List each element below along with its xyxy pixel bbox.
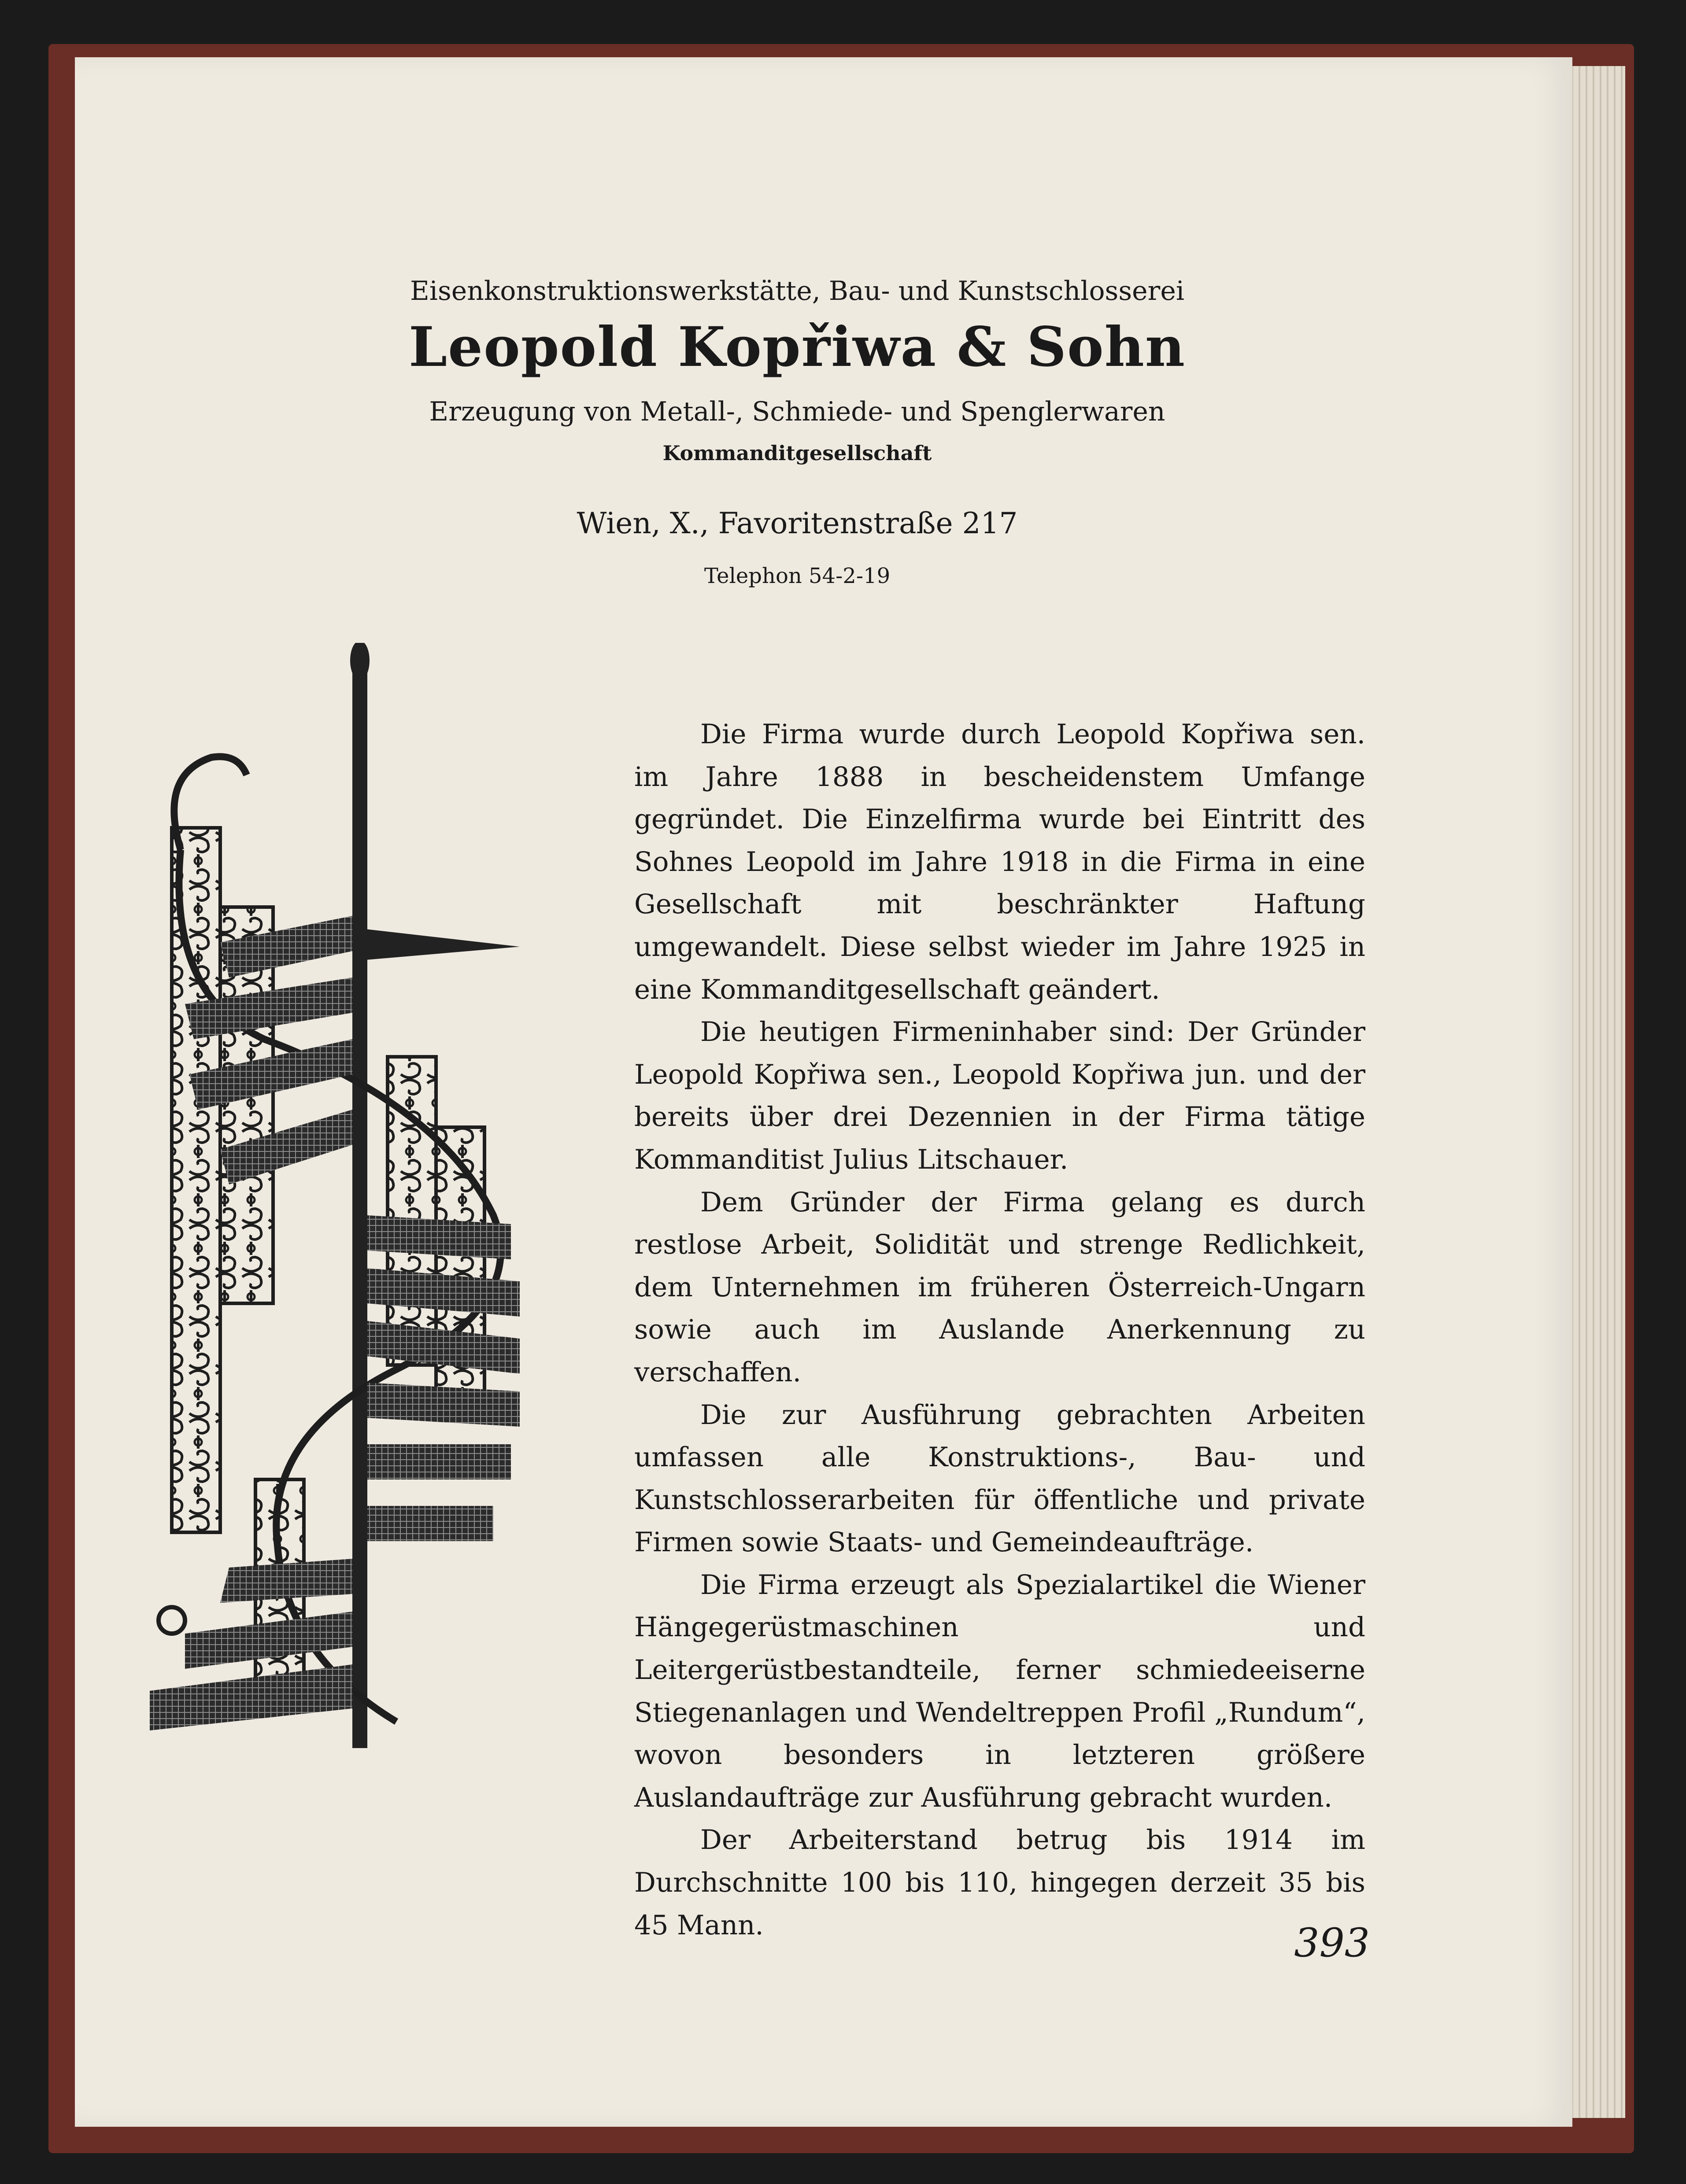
paragraph: Dem Gründer der Firma gelang es durch restlose Arbeit, Solidität und strenge Redlichkeit, dem Unternehmen im früheren Österreich-Ungarn sowie auch im Auslande Anerkennung zu verschaffen. — [634, 1186, 1365, 1388]
body-text — [634, 713, 1365, 1947]
legal-form: Kommanditgesellschaft — [662, 441, 932, 465]
paragraph: Die Firma erzeugt als Spezialartikel die Wiener Hängegerüstmaschinen und Leitergerüstbestandteile, ferner schmiedeeiserne Stiegenanlagen und Wendeltreppen Profil „Rundum“, wovon besonders in letzteren größere Auslandaufträge zur Ausführung gebracht wurden. — [634, 1569, 1365, 1813]
business-type: Eisenkonstruktionswerkstätte, Bau- und Kunstschlosserei — [410, 276, 1185, 306]
company-name: Leopold Kopřiwa & Sohn — [408, 315, 1186, 379]
address: Wien, X., Favoritenstraße 217 — [577, 506, 1018, 540]
paragraph: Die Firma wurde durch Leopold Kopřiwa sen. im Jahre 1888 in bescheidenstem Umfange gegründet. Die Einzelfirma wurde bei Eintritt des Sohnes Leopold im Jahre 1918 in die Firma in eine Gesellschaft mit beschränkter Haftung umgewandelt. Diese selbst wieder im Jahre 1925 in eine Kommanditgesellschaft geändert. — [634, 719, 1365, 1005]
telephone: Telephon 54-2-19 — [704, 564, 891, 588]
book-page — [75, 57, 1572, 2127]
products-line: Erzeugung von Metall-, Schmiede- und Spenglerwaren — [429, 396, 1165, 427]
spiral-staircase-illustration — [132, 643, 647, 1797]
paragraph: Die heutigen Firmeninhaber sind: Der Gründer Leopold Kopřiwa sen., Leopold Kopřiwa jun. und der bereits über drei Dezennien in der Firma tätige Kommanditist Julius Litschauer. — [634, 1016, 1365, 1175]
page-number: 393 — [1294, 1920, 1370, 1966]
paragraph: Der Arbeiterstand betrug bis 1914 im Durchschnitte 100 bis 110, hingegen derzeit 35 bis 45 Mann. — [634, 1824, 1365, 1941]
paragraph: Die zur Ausführung gebrachten Arbeiten umfassen alle Konstruktions-, Bau- und Kunstschlosserarbeiten für öffentliche und private Firmen sowie Staats- und Gemeindeaufträge. — [634, 1399, 1365, 1558]
